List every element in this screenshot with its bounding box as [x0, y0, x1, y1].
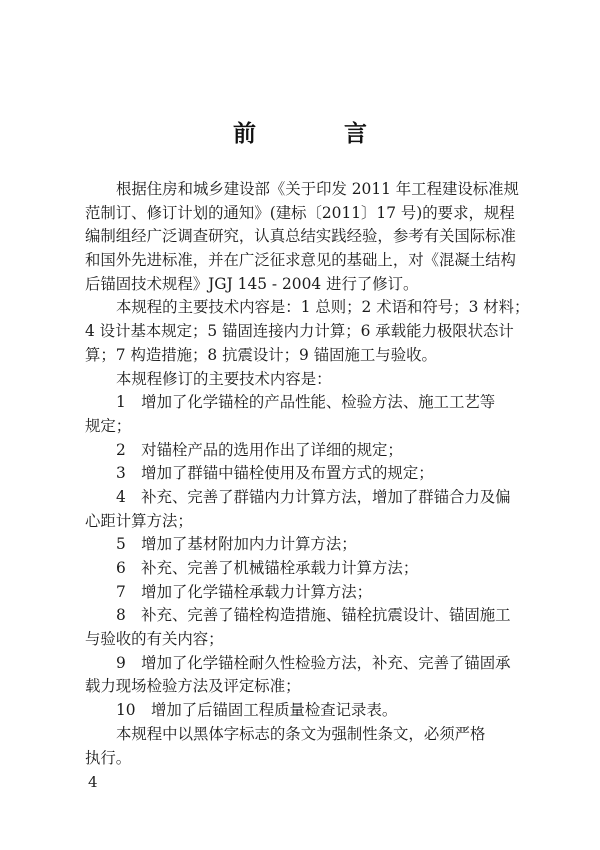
text-line: 根据住房和城乡建设部《关于印发 2011 年工程建设标准规	[116, 180, 519, 198]
text-line: 4 补充、完善了群锚内力计算方法，增加了群锚合力及偏	[116, 487, 511, 506]
body-text	[85, 178, 530, 770]
text-line: 2 对锚栓产品的选用作出了详细的规定；	[116, 440, 403, 459]
text-line: 8 补充、完善了锚栓构造措施、锚栓抗震设计、锚固施工	[116, 606, 511, 625]
page-number: 4	[88, 773, 98, 791]
text-line: 5 增加了基材附加内力计算方法；	[116, 535, 357, 554]
text-line: 6 补充、完善了机械锚栓承载力计算方法；	[116, 559, 419, 577]
text-line: 算；7 构造措施；8 抗震设计；9 锚固施工与验收。	[85, 345, 437, 364]
text-line: 10 增加了后锚固工程质量检查记录表。	[116, 701, 398, 720]
page-title: 前 言	[232, 120, 407, 147]
text-line: 载力现场检验方法及评定标准；	[85, 677, 301, 696]
text-line: 本规程的主要技术内容是：1 总则；2 术语和符号；3 材料；	[116, 298, 530, 317]
text-line: 规定；	[85, 416, 132, 435]
text-line: 编制组经广泛调查研究，认真总结实践经验，参考有关国际标准	[85, 227, 516, 246]
text-line: 4 设计基本规定；5 锚固连接内力计算；6 承载能力极限状态计	[85, 322, 514, 341]
text-line: 和国外先进标准，并在广泛征求意见的基础上，对《混凝土结构	[85, 251, 516, 270]
text-line: 9 增加了化学锚栓耐久性检验方法，补充、完善了锚固承	[116, 653, 511, 672]
text-line: 本规程中以黑体字标志的条文为强制性条文，必须严格	[116, 724, 486, 743]
text-line: 执行。	[85, 748, 132, 767]
text-line: 1 增加了化学锚栓的产品性能、检验方法、施工工艺等	[116, 393, 496, 412]
text-line: 7 增加了化学锚栓承载力计算方法；	[116, 582, 373, 601]
text-line: 后锚固技术规程》JGJ 145 - 2004 进行了修订。	[85, 274, 419, 293]
text-line: 与验收的有关内容；	[85, 630, 224, 649]
text-line: 本规程修订的主要技术内容是：	[116, 369, 332, 388]
text-line: 心距计算方法；	[85, 511, 193, 530]
text-line: 范制订、修订计划的通知》(建标〔2011〕17 号)的要求，规程	[85, 203, 515, 222]
text-line: 3 增加了群锚中锚栓使用及布置方式的规定；	[116, 464, 434, 483]
